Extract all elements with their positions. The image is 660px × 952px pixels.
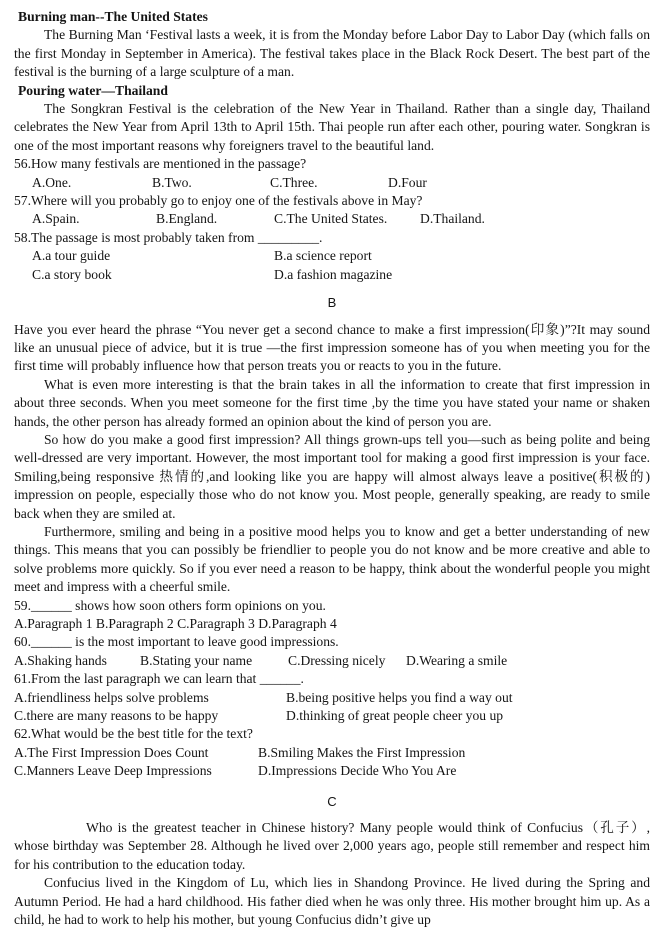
option-57-b: B.England. — [156, 211, 218, 227]
question-61-options-row2 — [14, 707, 650, 725]
option-60-c: C.Dressing nicely — [288, 652, 386, 668]
question-59-options: A.Paragraph 1 B.Paragraph 2 C.Paragraph 3 D.Paragraph 4 — [14, 616, 337, 631]
section-c-letter: C — [327, 793, 337, 809]
option-57-d: D.Thailand. — [420, 211, 485, 227]
option-61-d: D.thinking of great people cheer you up — [286, 708, 504, 724]
option-58-b: B.a science report — [274, 248, 372, 264]
option-62-c: C.Manners Leave Deep Impressions — [14, 763, 212, 779]
option-56-a: A.One. — [32, 174, 72, 190]
option-57-a: A.Spain. — [32, 211, 80, 227]
pouring-water-paragraph: The Songkran Festival is the celebration of the New Year in Thailand. Rather than a single day, Thailand celebrates the New Year from April 13th to April 15th. Thai people run after each other, pouring water. Songkran is one of the most important reasons why foreigners travel to the beautiful land. — [14, 101, 650, 153]
section-b-letter: B — [327, 295, 337, 311]
pouring-water-heading: Pouring water—Thailand — [18, 82, 168, 98]
option-60-d: D.Wearing a smile — [406, 652, 508, 668]
question-58-options-row2 — [32, 266, 650, 284]
question-61-options-row1 — [14, 689, 650, 707]
question-62: 62.What would be the best title for the text? — [14, 726, 253, 742]
section-b-paragraph-2: What is even more interesting is that the brain takes in all the information to create that first impression in about three seconds. When you meet someone for the first time ,by the time you have stated your name or shaken hands, the other person has already formed an opinion about the kind of person you are. — [14, 376, 650, 429]
question-56-options — [32, 174, 650, 192]
burning-man-heading: Burning man--The United States — [18, 9, 208, 24]
option-58-d: D.a fashion magazine — [274, 266, 393, 282]
question-62-options-row2 — [14, 762, 650, 780]
section-c-paragraph-2: Confucius lived in the Kingdom of Lu, which lies in Shandong Province. He lived during the Spring and Autumn Period. He had a hard childhood. His father died when he was only three. His mother brought him up. As a child, he had to work to help his mother, but young Confucius didn’t give up — [14, 875, 650, 928]
option-56-c: C.Three. — [270, 174, 318, 190]
option-56-d: D.Four — [388, 174, 427, 190]
question-62-options-row1 — [14, 744, 650, 762]
question-57: 57.Where will you probably go to enjoy one of the festivals above in May? — [14, 193, 423, 209]
question-61: 61.From the last paragraph we can learn that ______. — [14, 671, 304, 687]
section-b-paragraph-1: Have you ever heard the phrase “You never get a second chance to make a first impression(印象)”?It may sound like an unusual piece of advice, but it is true —the first impression someone has of you when meeting you for the first time will probably influence how that person treats you or reacts to you in the future. — [14, 321, 650, 374]
option-61-b: B.being positive helps you find a way out — [286, 689, 513, 705]
question-59: 59.______ shows how soon others form opinions on you. — [14, 597, 326, 613]
question-58: 58.The passage is most probably taken from _________. — [14, 229, 323, 245]
option-62-a: A.The First Impression Does Count — [14, 744, 209, 760]
option-57-c: C.The United States. — [274, 211, 388, 227]
option-62-b: B.Smiling Makes the First Impression — [258, 744, 466, 760]
option-58-c: C.a story book — [32, 266, 112, 282]
question-58-options-row1 — [32, 247, 650, 265]
option-61-a: A.friendliness helps solve problems — [14, 689, 209, 705]
question-60: 60.______ is the most important to leave good impressions. — [14, 634, 339, 650]
question-56: 56.How many festivals are mentioned in the passage? — [14, 156, 307, 172]
section-c-paragraph-1: Who is the greatest teacher in Chinese history? Many people would think of Confucius（孔子）, whose birthday was September 28. Although he lived over 2,000 years ago, people still remember and respect him for his contribution to the education today. — [14, 820, 650, 872]
option-60-a: A.Shaking hands — [14, 652, 107, 668]
section-b-paragraph-4: Furthermore, smiling and being in a positive mood helps you to know and get a better understanding of new things. This means that you can possibly be friendlier to people you do not know and be more creative and able to solve problems more quickly. So if you ever need a reason to be happy, think about the wonderful people you might meet and impress with a cheerful smile. — [14, 523, 650, 595]
option-62-d: D.Impressions Decide Who You Are — [258, 763, 457, 779]
option-56-b: B.Two. — [152, 174, 192, 190]
option-60-b: B.Stating your name — [140, 652, 253, 668]
section-b-paragraph-3: So how do you make a good first impression? All things grown-ups tell you—such as being polite and being well-dressed are very important. However, the most important tool for making a good first impression is your face. Smiling,being responsive 热情的,and looking like you are happy will almost always leave a positive(积极的) impression on people, especially those who do not know you. Most people, generally speaking, are ready to smile back when they are smiled at. — [14, 431, 650, 521]
burning-man-paragraph: The Burning Man ‘Festival lasts a week, it is from the Monday before Labor Day to Labor Day (which falls on the first Monday in September in America). The festival takes place in the Black Rock Desert. The best part of the festival is the burning of a large sculpture of a man. — [14, 27, 650, 80]
option-58-a: A.a tour guide — [32, 248, 111, 264]
question-60-options — [14, 652, 650, 670]
option-61-c: C.there are many reasons to be happy — [14, 708, 219, 724]
question-57-options — [32, 210, 650, 228]
